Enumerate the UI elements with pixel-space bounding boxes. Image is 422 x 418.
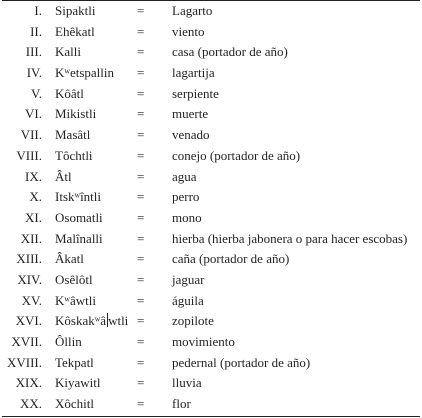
equals-sign: = xyxy=(137,147,145,163)
nahuatl-word: Malînalli xyxy=(55,230,103,246)
word-before-cursor: Kôskakʷâ xyxy=(55,313,107,329)
day-signs-table xyxy=(0,1,422,415)
spanish-meaning: perro xyxy=(172,189,200,205)
equals-sign: = xyxy=(137,44,145,60)
equals-sign: = xyxy=(137,251,145,267)
nahuatl-word: Tôchtli xyxy=(55,147,93,163)
row-number: VII. xyxy=(20,127,42,143)
row-number: XIII. xyxy=(16,251,42,267)
equals-sign: = xyxy=(137,271,145,287)
nahuatl-word: Kiyawitl xyxy=(55,375,101,391)
row-number: XV. xyxy=(21,292,42,308)
spanish-meaning: Lagarto xyxy=(172,3,213,18)
spanish-meaning: serpiente xyxy=(172,85,219,101)
spanish-meaning: movimiento xyxy=(172,334,235,349)
row-number: XX. xyxy=(19,396,42,412)
spanish-meaning: venado xyxy=(172,127,210,143)
nahuatl-word: Kôâtl xyxy=(55,85,84,101)
nahuatl-word: Xôchitl xyxy=(55,396,94,412)
table-row xyxy=(0,167,422,188)
table-row xyxy=(0,270,422,291)
word-after-cursor: wtli xyxy=(108,313,129,329)
nahuatl-word: Kʷâwtli xyxy=(55,292,96,308)
table-row xyxy=(0,125,422,146)
table-row xyxy=(0,1,422,22)
spanish-meaning: lagartija xyxy=(172,65,215,81)
spanish-meaning: jaguar xyxy=(172,271,205,287)
row-number: III. xyxy=(25,44,42,60)
spanish-meaning: pedernal (portador de año) xyxy=(172,354,311,370)
row-number: XIX. xyxy=(15,375,42,391)
row-number: IX. xyxy=(25,168,42,184)
nahuatl-word: Âtl xyxy=(55,168,72,184)
nahuatl-word: Kalli xyxy=(55,44,81,60)
spanish-meaning: agua xyxy=(172,168,197,184)
spanish-meaning: caña (portador de año) xyxy=(172,251,290,267)
nahuatl-word: Osomatli xyxy=(55,209,103,225)
row-number: XIV. xyxy=(17,271,42,287)
spanish-meaning: viento xyxy=(172,23,205,39)
equals-sign: = xyxy=(137,85,145,101)
nahuatl-word: Âkatl xyxy=(55,251,84,267)
row-number: XVIII. xyxy=(6,354,42,370)
equals-sign: = xyxy=(137,106,145,122)
spanish-meaning: casa (portador de año) xyxy=(172,44,288,60)
nahuatl-word: Mikistli xyxy=(55,106,97,122)
nahuatl-word: Masâtl xyxy=(55,127,91,143)
row-number: XVII. xyxy=(11,334,42,349)
row-number: II. xyxy=(30,23,42,39)
table-row xyxy=(0,291,422,312)
equals-sign: = xyxy=(137,334,145,349)
table-row xyxy=(0,42,422,63)
table-row xyxy=(0,22,422,43)
row-number: VI. xyxy=(25,106,42,122)
table-row xyxy=(0,394,422,415)
row-number: I. xyxy=(34,3,42,18)
equals-sign: = xyxy=(137,3,145,18)
table-row xyxy=(0,373,422,394)
table-row xyxy=(0,63,422,84)
equals-sign: = xyxy=(137,292,145,308)
spanish-meaning: mono xyxy=(172,209,202,225)
nahuatl-word: Ôllin xyxy=(55,334,82,349)
table-row xyxy=(0,84,422,105)
table-row xyxy=(0,311,422,332)
row-number: XI. xyxy=(25,209,42,225)
spanish-meaning: lluvia xyxy=(172,375,202,391)
table-row xyxy=(0,249,422,270)
row-number: V. xyxy=(31,85,42,101)
row-number: IV. xyxy=(26,65,42,81)
equals-sign: = xyxy=(137,189,145,205)
equals-sign: = xyxy=(137,23,145,39)
table-row xyxy=(0,208,422,229)
spanish-meaning: hierba (hierba jabonera o para hacer escobas) xyxy=(172,230,408,246)
spanish-meaning: flor xyxy=(172,396,191,412)
spanish-meaning: águila xyxy=(172,292,204,308)
row-number: XII. xyxy=(20,230,42,246)
table-row xyxy=(0,229,422,250)
equals-sign: = xyxy=(137,209,145,225)
table-row xyxy=(0,146,422,167)
row-number: VIII. xyxy=(16,147,42,163)
nahuatl-word: Sipaktli xyxy=(55,3,96,18)
equals-sign: = xyxy=(137,396,145,412)
table-row xyxy=(0,187,422,208)
equals-sign: = xyxy=(137,168,145,184)
spanish-meaning: conejo (portador de año) xyxy=(172,147,301,163)
row-number: XVI. xyxy=(15,313,42,329)
spanish-meaning: zopilote xyxy=(172,313,214,329)
equals-sign: = xyxy=(137,375,145,391)
nahuatl-word[interactable] xyxy=(55,311,128,332)
table-row xyxy=(0,353,422,374)
nahuatl-word: Kʷetspallin xyxy=(55,65,115,81)
equals-sign: = xyxy=(137,354,145,370)
equals-sign: = xyxy=(137,127,145,143)
equals-sign: = xyxy=(137,313,145,329)
row-number: X. xyxy=(29,189,42,205)
spanish-meaning: muerte xyxy=(172,106,209,122)
nahuatl-word: Ehêkatl xyxy=(55,23,95,39)
bottom-rule xyxy=(2,416,420,417)
table-row xyxy=(0,104,422,125)
nahuatl-word: Itskʷîntli xyxy=(55,189,102,205)
equals-sign: = xyxy=(137,65,145,81)
nahuatl-word: Tekpatl xyxy=(55,354,94,370)
equals-sign: = xyxy=(137,230,145,246)
table-row xyxy=(0,332,422,353)
nahuatl-word: Osêlôtl xyxy=(55,271,93,287)
